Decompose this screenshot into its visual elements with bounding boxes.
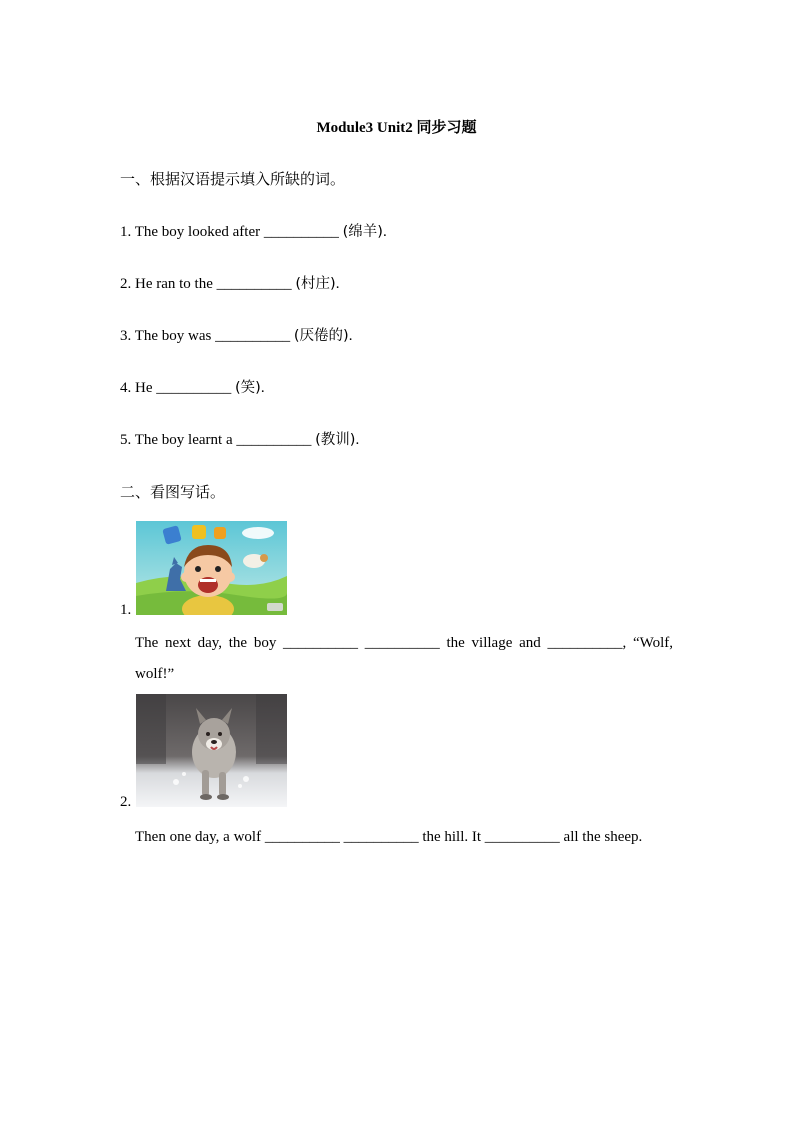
chinese-hint: (厌倦的) (293, 328, 349, 344)
period: . (382, 224, 387, 240)
answer-blank[interactable]: __________ (236, 432, 312, 448)
period: . (355, 432, 360, 448)
question-3 (120, 324, 352, 345)
question-text: The boy was (134, 328, 212, 344)
question-4 (120, 376, 265, 397)
question-number: 1. (120, 224, 132, 240)
question-number: 3. (120, 328, 132, 344)
picture-number: 1. (120, 602, 132, 618)
period: . (260, 380, 265, 396)
section1-heading: 一、根据汉语提示填入所缺的词。 (120, 170, 346, 188)
chinese-hint: (教训) (315, 432, 356, 448)
question-text: He (135, 380, 153, 396)
question-text: He ran to the (135, 276, 213, 292)
writing-sentence-2: Then one day, a wolf __________ __________ the hill. It __________ all the sheep. (135, 829, 643, 845)
picture-number: 2. (120, 794, 132, 810)
chinese-hint: (笑) (235, 380, 261, 396)
question-text: The boy looked after (134, 224, 261, 240)
question-number: 2. (120, 276, 132, 292)
cartoon-boy-picture (136, 521, 287, 615)
question-number: 5. (120, 432, 132, 448)
section2-heading: 二、看图写话。 (120, 483, 226, 501)
question-1 (120, 220, 387, 241)
chinese-hint: (绵羊) (342, 224, 383, 240)
page-title: Module3 Unit2 同步习题 (316, 120, 477, 136)
question-2 (120, 272, 339, 293)
answer-blank[interactable]: __________ (156, 380, 232, 396)
period: . (348, 328, 353, 344)
answer-blank[interactable]: __________ (215, 328, 291, 344)
answer-blank[interactable]: __________ (263, 224, 339, 240)
writing-sentence-1: The next day, the boy __________ __________ the village and __________, “Wolf, wolf!” (135, 635, 673, 682)
question-5 (120, 428, 359, 449)
chinese-hint: (村庄) (295, 276, 336, 292)
answer-blank[interactable]: __________ (216, 276, 292, 292)
wolf-picture (136, 694, 287, 807)
question-number: 4. (120, 380, 132, 396)
question-text: The boy learnt a (134, 432, 233, 448)
period: . (335, 276, 340, 292)
